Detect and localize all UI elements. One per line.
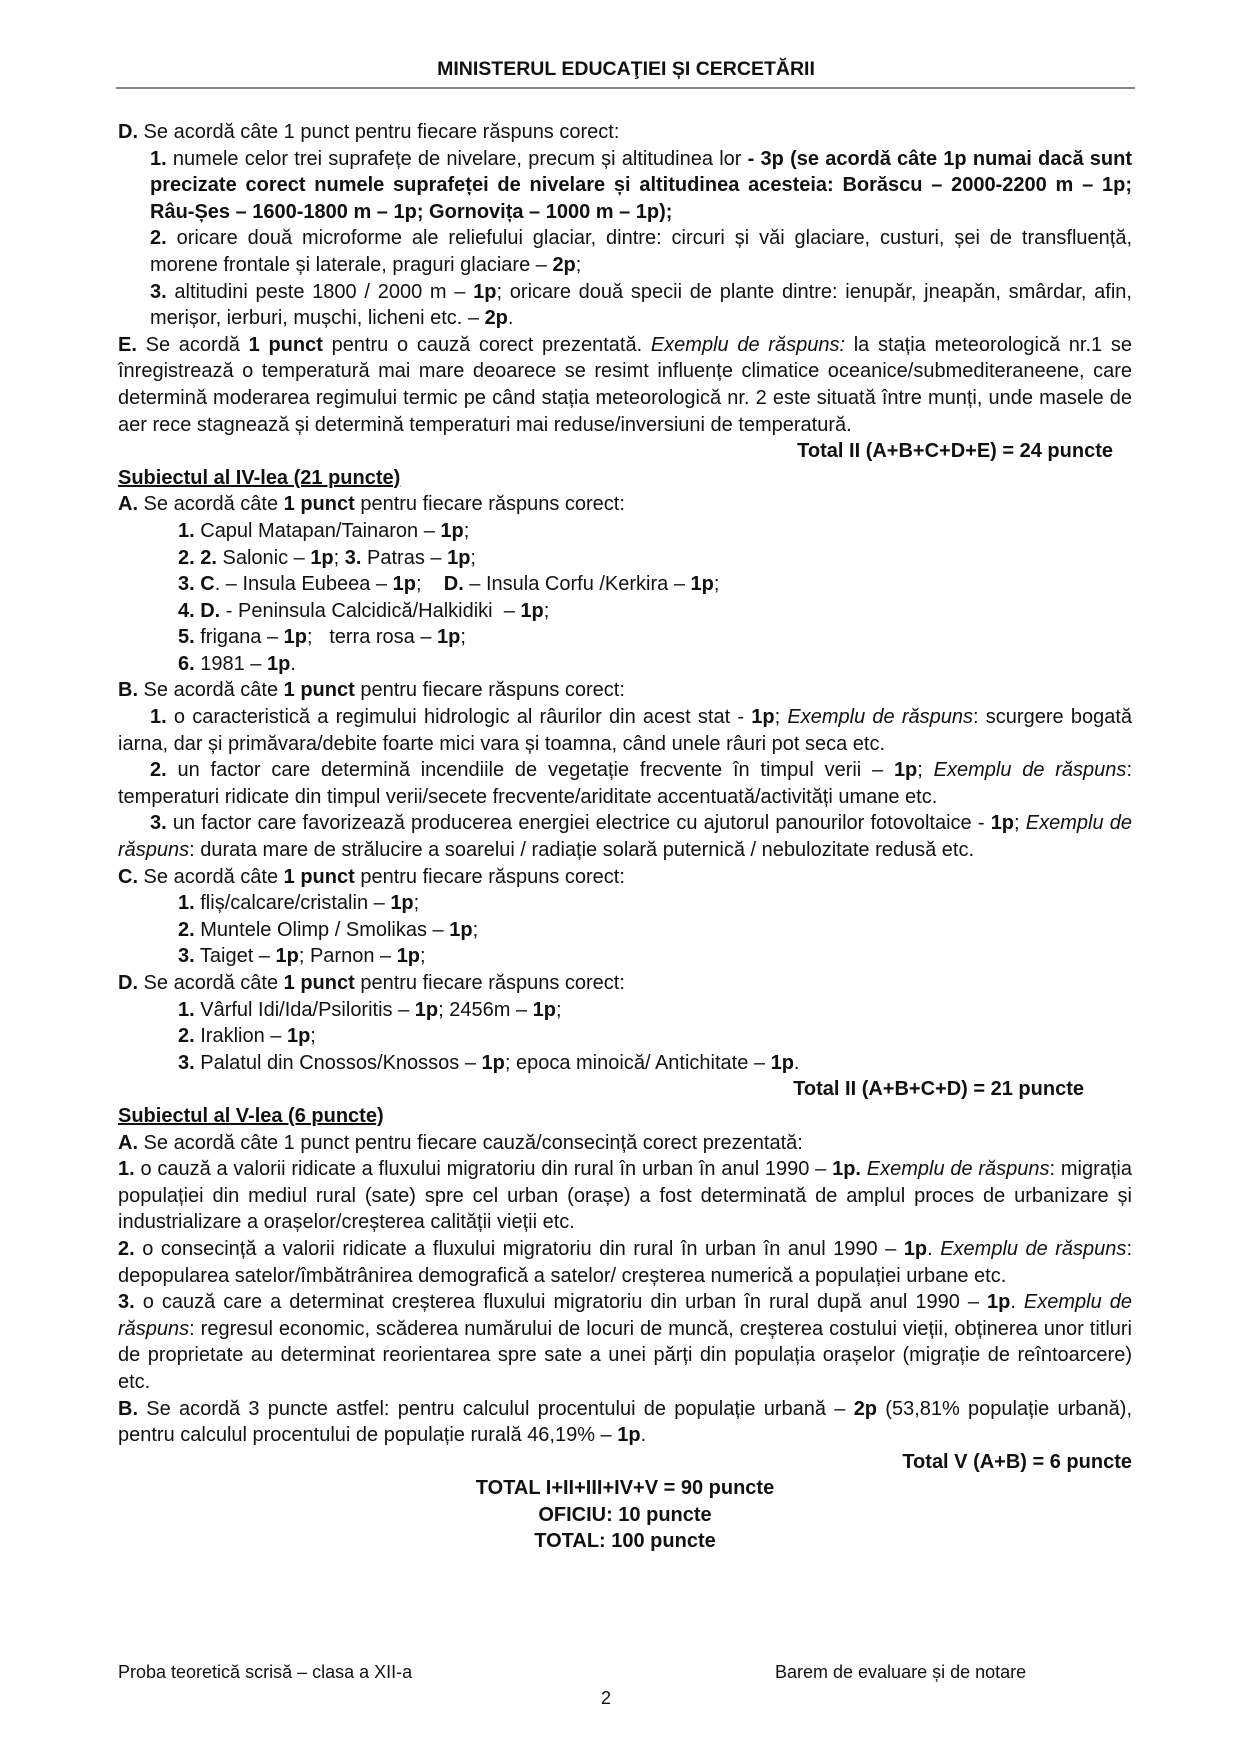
text-run: 1p — [440, 519, 464, 542]
text-run: 1p — [751, 706, 775, 729]
text-block — [118, 1156, 1132, 1236]
text-run: 1p — [770, 1051, 794, 1074]
text-run: Se acordă câte — [138, 493, 284, 516]
text-run: 4. D. — [178, 599, 221, 622]
document-body — [118, 119, 1132, 1555]
text-run: TOTAL I+II+III+IV+V = 90 puncte — [475, 1477, 775, 1500]
text-run: Capul Matapan/Tainaron – — [194, 519, 441, 542]
text-run: Exemplu de răspuns — [866, 1158, 1050, 1181]
text-run: o consecință a valorii ridicate a fluxului migratoriu din rural în urban în anul 1990 – — [134, 1237, 904, 1260]
text-run: 2p — [484, 307, 508, 330]
text-run: 1p — [481, 1051, 505, 1074]
text-run: Se acordă câte 1 punct pentru fiecare răspuns corect: — [138, 121, 620, 143]
text-run: 1p — [414, 998, 439, 1021]
text-run: 1p — [690, 573, 714, 596]
text-run: ; — [917, 759, 934, 782]
text-run: - 3p (se acordă câte 1p numai dacă sunt precizate corect numele suprafeței de nivelare și altitudinea acesteia: Borăscu – 2000-2200 m – 1p; Râu-Șes – 1600-1800 m – 1p; Gornovița – 1000 m – 1p); — [150, 147, 1133, 223]
text-run: 2. — [118, 1237, 135, 1260]
text-run: 2. — [178, 918, 195, 941]
page-number: 2 — [600, 1688, 611, 1708]
text-run: oricare două microforme ale reliefului glaciar, dintre: circuri și văi glaciare, custuri, șei de transfluență, morene frontale și laterale, praguri glaciare – — [150, 227, 1132, 276]
text-run: 1p — [392, 573, 416, 596]
text-block — [178, 651, 1132, 678]
text-run: TOTAL: 100 puncte — [534, 1530, 716, 1553]
text-run: B. — [118, 679, 138, 702]
text-run: Salonic – — [216, 546, 311, 569]
text-run: 1981 – — [194, 652, 267, 675]
text-run: Exemplu de răspuns — [940, 1237, 1127, 1260]
text-block — [178, 598, 1132, 625]
text-run: ; — [713, 573, 720, 596]
text-run: ; — [413, 892, 420, 915]
text-run: – Insula Corfu /Kerkira – — [463, 573, 691, 596]
text-block — [118, 332, 1132, 438]
text-run: 1p — [275, 945, 299, 968]
text-block — [150, 225, 1132, 278]
text-block — [118, 438, 1132, 465]
text-run: 1p — [396, 945, 421, 968]
text-block — [118, 1528, 1132, 1555]
text-run: 1. — [150, 706, 167, 729]
text-run: un factor care favorizează producerea energiei electrice cu ajutorul panourilor fotovoltaice - — [166, 812, 991, 835]
text-run: . – Insula Eubeea – — [214, 573, 393, 596]
text-run: Se acordă 3 puncte astfel: pentru calculul procentului de populație urbană – — [138, 1397, 854, 1420]
text-run: Subiectul al IV-lea (21 puncte) — [118, 466, 401, 489]
text-block — [118, 1103, 1132, 1130]
text-run: 1. — [178, 519, 195, 542]
text-run: 3. — [344, 546, 362, 569]
text-block — [178, 1023, 1132, 1050]
text-run: ; — [575, 253, 582, 276]
text-block — [178, 518, 1132, 545]
text-run: : regresul economic, scăderea numărului de locuri de muncă, creșterea costului vieții, obținerea unor titluri de proprietate au determinat reorientarea spre sate a unei părți din populația orașelor (migrație de reîntoarcere) etc. — [118, 1317, 1132, 1393]
text-run: pentru fiecare răspuns corect: — [354, 865, 625, 888]
text-run: 1p — [987, 1291, 1011, 1314]
text-block — [178, 917, 1132, 944]
text-run: ; — [460, 626, 466, 649]
text-run: . — [793, 1051, 800, 1074]
text-run: 1p — [617, 1424, 641, 1447]
text-run: 1p — [893, 759, 918, 782]
text-run: B. — [118, 1397, 138, 1420]
text-run: 3. — [118, 1291, 135, 1314]
text-block — [178, 571, 1132, 598]
text-run: 3. — [178, 1051, 195, 1074]
text-run: : migrația populației din mediul rural (sate) spre cel urban (orașe) a fost determinată de amplul proces de urbanizare și industrializare a orașelor/creșterea calității vieții etc. — [118, 1158, 1132, 1234]
text-block — [118, 1475, 1132, 1502]
text-run: . — [507, 307, 514, 330]
text-block — [118, 1076, 1132, 1103]
text-run: . — [927, 1237, 941, 1260]
text-block — [178, 997, 1132, 1024]
text-run: o cauză a valorii ridicate a fluxului migratoriu din rural în urban în anul 1990 – — [134, 1158, 833, 1181]
text-run: ; — [333, 546, 345, 569]
text-run: 1p — [520, 599, 544, 622]
text-run: altitudini peste 1800 / 2000 m – — [166, 280, 474, 303]
text-block — [118, 810, 1132, 863]
text-run: 1p — [990, 812, 1015, 835]
text-run: 1 punct — [283, 679, 355, 702]
text-run: ; 2456m – — [438, 998, 533, 1021]
text-run: ; — [470, 546, 476, 569]
text-run: 1p — [286, 1025, 311, 1048]
header-divider — [116, 87, 1135, 89]
text-block — [178, 890, 1132, 917]
text-block — [118, 1396, 1132, 1449]
text-run: : depopularea satelor/îmbătrânirea demografică a satelor/ creșterea numerică a populației urbane etc. — [118, 1237, 1132, 1287]
text-run: ; terra rosa – — [306, 626, 438, 649]
text-run: 6. — [178, 652, 195, 675]
text-run: ; — [472, 918, 479, 941]
text-run: ; — [555, 998, 562, 1021]
text-run: 1p — [903, 1237, 928, 1260]
text-run: 3. — [150, 812, 167, 835]
text-run: frigana – — [194, 626, 284, 649]
text-run: ; — [774, 706, 788, 729]
text-run: : temperaturi ridicate din timpul verii/secete frecvente/ariditate accentuată/activități umane etc. — [118, 759, 1132, 808]
text-run: . — [290, 652, 296, 675]
text-run: . — [640, 1424, 647, 1447]
text-block — [118, 677, 1132, 704]
text-block — [178, 624, 1132, 651]
text-block — [118, 970, 1132, 997]
text-run: pentru fiecare răspuns corect: — [354, 972, 625, 994]
text-run: fliș/calcare/cristalin – — [194, 892, 391, 915]
text-run: Patras – — [361, 546, 448, 569]
text-run: Exemplu de răspuns — [933, 759, 1127, 782]
text-run: 2. — [150, 227, 167, 250]
text-block — [118, 1236, 1132, 1289]
text-run: ; — [1014, 812, 1026, 835]
text-block — [150, 146, 1132, 226]
text-run: Total II (A+B+C+D+E) = 24 puncte — [797, 440, 1113, 463]
text-run: 1p — [390, 892, 414, 915]
text-run: Iraklion – — [194, 1025, 287, 1048]
text-block — [118, 491, 1132, 518]
text-run: ; — [543, 599, 550, 622]
text-run: ; epoca minoică/ Antichitate – — [504, 1051, 771, 1074]
text-run: o caracteristică a regimului hidrologic al râurilor din acest stat - — [166, 706, 752, 729]
text-run: un factor care determină incendiile de vegetație frecvente în timpul verii – — [166, 759, 894, 782]
text-run: 5. — [178, 626, 195, 649]
text-run: E. — [118, 333, 137, 356]
text-block — [178, 545, 1132, 572]
text-run: 1p — [283, 626, 307, 649]
text-run: OFICIU: 10 puncte — [538, 1503, 712, 1526]
text-run: numele celor trei suprafețe de nivelare, precum și altitudinea lor — [166, 147, 748, 170]
text-run: 1 punct — [248, 333, 323, 356]
text-run: 2. 2. — [178, 546, 217, 569]
text-run: A. — [118, 493, 138, 516]
text-run: C. — [118, 865, 138, 888]
text-run: 1 punct — [283, 972, 355, 994]
text-run: D. — [443, 573, 464, 596]
text-run: 1p. — [832, 1158, 861, 1181]
text-run: Exemplu de răspuns — [118, 1291, 1132, 1340]
text-run: 1. — [178, 892, 195, 915]
text-block — [178, 943, 1132, 970]
text-run: Se acordă câte — [138, 679, 284, 702]
text-run: 1p — [310, 546, 334, 569]
page-header-title: MINISTERUL EDUCAŢIEI ȘI CERCETĂRII — [437, 58, 815, 80]
text-run: 3. C — [178, 573, 215, 596]
text-run: pentru fiecare răspuns corect: — [354, 679, 625, 702]
text-block — [118, 757, 1132, 810]
text-block — [178, 1050, 1132, 1077]
text-run: Palatul din Cnossos/Knossos – — [194, 1051, 482, 1074]
text-block — [118, 864, 1132, 891]
text-run: 2p — [853, 1397, 878, 1420]
footer-right: Barem de evaluare și de notare — [775, 1662, 1027, 1682]
text-run: 1p — [437, 626, 461, 649]
text-run: 1 punct — [283, 493, 355, 516]
text-run: 1. — [118, 1158, 135, 1181]
text-run: - Peninsula Calcidică/Halkidiki – — [220, 599, 521, 622]
text-run: Total II (A+B+C+D) = 21 puncte — [793, 1078, 1084, 1101]
text-run: Exemplu de răspuns: — [650, 333, 845, 356]
text-run: Exemplu de răspuns — [787, 706, 974, 729]
text-run: ; Parnon – — [298, 945, 397, 968]
text-run: 3. — [150, 280, 167, 303]
footer-left: Proba teoretică scrisă – clasa a XII-a — [118, 1662, 413, 1682]
text-block — [150, 279, 1132, 332]
text-block — [118, 704, 1132, 757]
text-run: pentru fiecare răspuns corect: — [354, 493, 625, 516]
text-run: Vârful Idi/Ida/Psiloritis – — [194, 998, 415, 1021]
text-run: ; — [420, 945, 426, 968]
text-run: 2p — [552, 253, 576, 276]
text-run: ; — [415, 573, 444, 596]
text-run: : durata mare de strălucire a soarelui / radiație solară puternică / nebulozitate redusă etc. — [189, 839, 975, 862]
text-run: Muntele Olimp / Smolikas – — [194, 918, 450, 941]
text-run: Se acordă câte — [138, 972, 284, 994]
text-block — [118, 119, 1132, 146]
text-run: . — [1010, 1291, 1024, 1314]
text-run: 3. — [178, 945, 195, 968]
text-block — [118, 1502, 1132, 1529]
text-run: 1p — [447, 546, 471, 569]
text-run: Exemplu de răspuns — [118, 812, 1132, 862]
text-run: D. — [118, 121, 138, 143]
text-run: o cauză care a determinat creșterea fluxului migratoriu din urban în rural după anul 1990 – — [134, 1291, 987, 1314]
text-run: ; — [463, 519, 470, 542]
text-run: 1 punct — [283, 865, 355, 888]
text-run: ; — [310, 1025, 316, 1048]
text-run: 1. — [178, 998, 195, 1021]
text-run: 2. — [178, 1025, 195, 1048]
text-run: la stația meteorologică nr.1 se înregistrează o temperatură mai mare deoarece se resimt influențe climatice oceanice/submediteraneene, care determină moderarea regimului termic pe când stația meteorologică nr. 2 este situată între munți, unde masele de aer rece stagnează și determină temperaturi mai reduse/inversiuni de temperatură. — [118, 333, 1132, 436]
text-run: Se acordă câte — [138, 865, 284, 888]
text-block — [118, 1449, 1132, 1476]
text-block — [118, 1130, 1132, 1157]
text-run: pentru o cauză corect prezentată. — [322, 333, 651, 356]
text-run: A. — [118, 1131, 138, 1154]
text-run: Subiectul al V-lea (6 puncte) — [118, 1104, 384, 1127]
text-run: 1p — [532, 998, 556, 1021]
text-run: Total V (A+B) = 6 puncte — [902, 1450, 1132, 1473]
text-run: Se acordă — [136, 333, 249, 356]
text-run: 1p — [449, 918, 473, 941]
text-run: (53,81% populație urbană), pentru calculul procentului de populație rurală 46,19% – — [118, 1397, 1132, 1447]
text-run: 2. — [150, 759, 167, 782]
text-run: 1p — [266, 652, 291, 675]
text-run: Taiget – — [194, 945, 276, 968]
text-run: 1. — [150, 147, 167, 170]
text-run: 1p — [473, 280, 497, 303]
text-block — [118, 465, 1132, 492]
text-run: D. — [118, 972, 138, 994]
text-run: ; oricare două specii de plante dintre: ienupăr, jneapăn, smârdar, afin, merișor, ierburi, mușchi, licheni etc. – — [150, 280, 1132, 330]
text-run: Se acordă câte 1 punct pentru fiecare cauză/consecință corect prezentată: — [138, 1131, 803, 1154]
text-run: : scurgere bogată iarna, dar și primăvara/debite foarte mici vara și toamna, când unele râuri pot seca etc. — [118, 706, 1132, 755]
text-block — [118, 1289, 1132, 1395]
